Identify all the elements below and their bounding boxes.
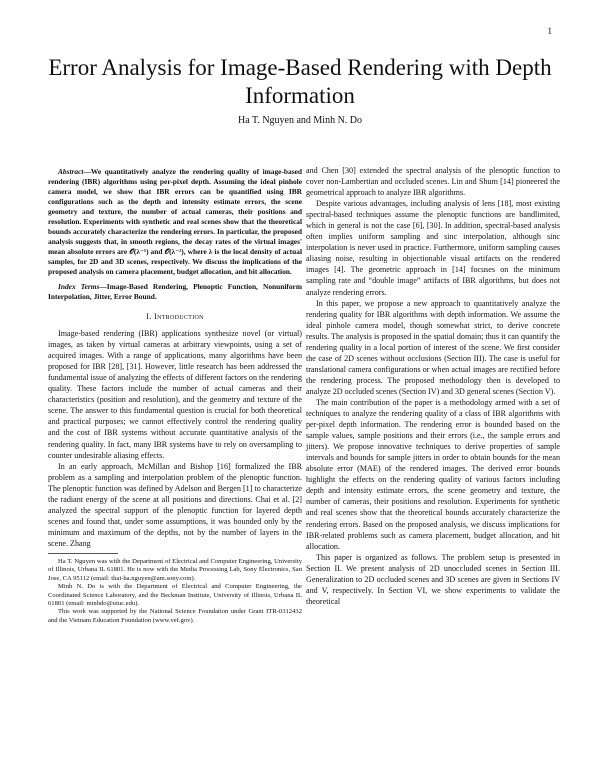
footnote-author-1: Ha T. Nguyen was with the Department of Electrical and Computer Engineering, University of Illinois, Urbana IL 61801. He is now with the Media Processing Lab, Sony Electronics, San Jose, CA 95112 (email: thai-ha.nguyen@am.sony.com). [48,557,302,582]
index-terms-text: —Image-Based Rendering, Plenoptic Function, Nonuniform Interpolation, Jitter, Error Bound. [48,282,302,301]
right-column [306,165,560,607]
left-column [48,167,302,625]
section-heading: I. Introduction [146,312,204,321]
right-paragraph-5: This paper is organized as follows. The problem setup is presented in Section II. We present analysis of 2D unoccluded scenes in Section III. Generalization to 2D occluded scenes and 3D scenes are given in Sections IV and V, respectively. In Section VI, we show experiments to validate the theoretical [306,552,560,606]
paper-title: Error Analysis for Image-Based Rendering with Depth Information [48,55,552,108]
author-list: Ha T. Nguyen and Minh N. Do [237,115,363,126]
abstract-text: —We quantitatively analyze the rendering quality of image-based rendering (IBR) algorithms using per-pixel depth. Assuming the ideal pinhole camera model, we show that IBR errors can be quantified using IBR configurations such as the depth and intensity estimate errors, the scene geometry and texture, the number of actual cameras, their positions and resolution. Experiments with synthetic and real scenes show that the theoretical bounds accurately characterize the rendering errors. In particular, the proposed analysis suggests that, in smooth regions, the decay rates of the virtual images' mean absolute errors are 𝒪(λ⁻¹) and 𝒪(λ⁻²), where λ is the local density of actual samples, for 2D and 3D scenes, respectively. We discuss the implications of the proposed analysis on camera placement, budget allocation, and bit allocation. [48,167,302,276]
abstract [48,167,302,277]
page-number: 1 [547,26,552,36]
intro-paragraph-2: In an early approach, McMillan and Bishop [16] formalized the IBR problem as a sampling and interpolation problem of the plenoptic function. The plenoptic function was defined by Adelson and Bergen [1] to characterize the radiant energy of the scene at all positions and directions. Chai et al. [2] analyzed the spectral support of the plenoptic function for layered depth scenes and found that, under some assumptions, it was bounded only by the minimum and maximum of the depths, not by the number of layers in the scene. Zhang [48,461,302,548]
right-paragraph-4: The main contribution of the paper is a methodology armed with a set of techniques to analyze the rendering quality of a class of IBR algorithms with per-pixel depth information. The rendering error is bounded based on the sample values, sample positions and their errors (i.e., the sample errors and jitters). We propose innovative techniques to derive properties of sample intervals and bounds for sample jitters in order to obtain bounds for the mean absolute error (MAE) of the rendered images. The derived error bounds highlight the effects on the rendering quality of various factors including depth and intensity estimate errors, the scene geometry and texture, the number of cameras, their positions and resolution. Experiments for synthetic and real scenes show that the theoretical bounds accurately characterize the rendering errors. Based on the proposed analysis, we discuss implications for IBR-related problems such as camera placement, budget allocation, and bit allocation. [306,397,560,551]
abstract-lead: Abstract [58,167,84,176]
footnote-funding: This work was supported by the National Science Foundation under Grant ITR-0312432 and the Vietnam Education Foundation (www.vef.gov). [48,608,302,624]
footnote-rule [48,553,118,554]
right-paragraph-1: and Chen [30] extended the spectral analysis of the plenoptic function to cover non-Lambertian and occluded scenes. Lin and Shum [14] pioneered the geometrical approach to analyze IBR algorithms. [306,166,560,198]
right-paragraph-3: In this paper, we propose a new approach to quantitatively analyze the rendering quality for IBR algorithms with depth information. We assume the ideal pinhole camera model, though somewhat strict, to derive concrete results. The analysis is proposed in the spatial domain; thus it can quantify the rendering quality in a local portion of interest of the scene. We first consider the case of 2D scenes without occlusions (Section III). The case is useful for translational camera configurations or when actual images are rectified before the rendering process. The proposed methodology then is developed to analyze 2D occluded scenes (Section IV) and 3D general scenes (Section V). [306,298,560,396]
intro-paragraph-1: Image-based rendering (IBR) applications synthesize novel (or virtual) images, as taken by virtual cameras at arbitrary viewpoints, using a set of acquired images. With a range of applications, many algorithms have been proposed for IBR [28], [31]. However, little research has been addressed the fundamental issue of analyzing the effects of different factors on the rendering quality. These factors include the number of actual cameras and their characteristics (position and resolution), and the geometry and texture of the scene. The answer to this fundamental question is crucial for both theoretical and practical purposes; we cannot effectively control the rendering quality and the cost of IBR systems without accurate quantitative analysis of the rendering quality. In fact, many IBR systems have to rely on oversampling to counter undesirable aliasing effects. [48,329,302,460]
footnote-author-2: Minh N. Do is with the Department of Electrical and Computer Engineering, the Coordinated Science Laboratory, and the Beckman Institute, University of Illinois, Urbana IL 61801 (email: minhdo@uiuc.edu). [48,583,302,608]
right-paragraph-2: Despite various advantages, including analysis of lens [18], most existing spectral-based techniques assume the plenoptic functions are bandlimited, which in general is not the case [6], [30]. In addition, spectral-based analysis often implies uniform sampling and sinc interpolation, although sinc interpolation is never used in practice. Furthermore, uniform sampling causes aliasing noise, resulting in objectionable visual artifacts on the rendered images [4]. The geometric approach in [14] focuses on the minimum sampling rate and “double image” artifacts of IBR algorithms, but does not analyze rendering errors. [306,199,560,297]
index-terms [48,282,302,302]
index-terms-lead: Index Terms [58,282,100,291]
